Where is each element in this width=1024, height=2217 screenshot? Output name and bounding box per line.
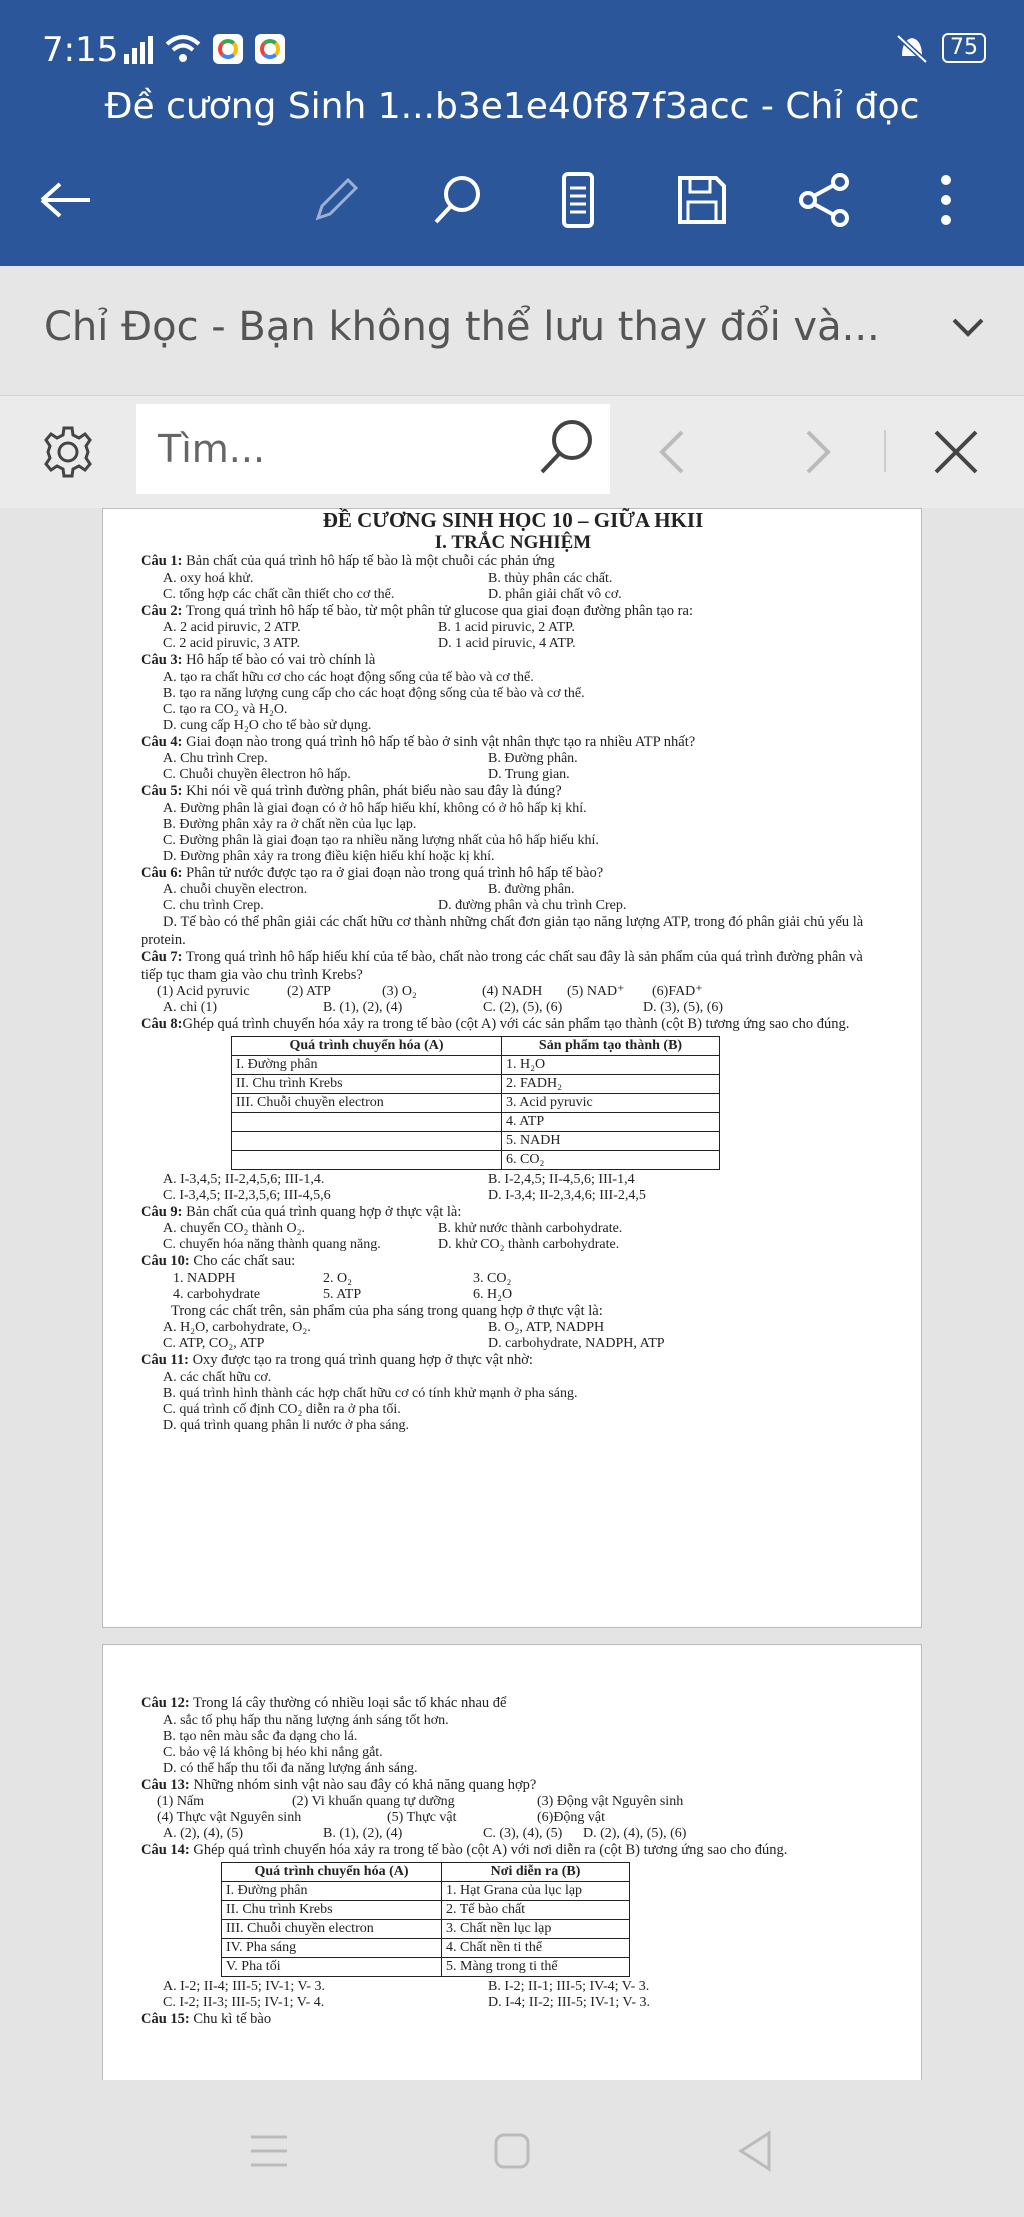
question: Câu 13: Những nhóm sinh vật nào sau đây có khả năng quang hợp? — [141, 1776, 537, 1793]
document-page-1 — [102, 508, 922, 1628]
table-row: III. Chuỗi chuyền electron 3. Chất nền lục lạp — [222, 1919, 630, 1938]
question: Câu 7: Trong quá trình hô hấp hiếu khí của tế bào, chất nào trong các chất sau đây là sản phẩm của quá trình đường phân và tiếp tục tham gia vào chu trình Krebs? — [141, 949, 863, 983]
question: Câu 1: Bản chất của quá trình hô hấp tế bào là một chuỗi các phản ứng — [141, 553, 555, 569]
option: A. tạo ra chất hữu cơ cho các hoạt động sống của tế bào và cơ thể. — [163, 669, 534, 685]
share-icon[interactable] — [784, 160, 864, 240]
document-title: Đề cương Sinh 1...b3e1e40f87f3acc - Chỉ đọc — [104, 86, 920, 127]
options: A. Chu trình Crep. B. Đường phân. — [163, 751, 578, 766]
option: C. Đường phân là giai đoạn tạo ra nhiều năng lượng nhất của hô hấp hiếu khí. — [163, 832, 599, 848]
option: C. tạo ra CO₂ và H₂O. — [163, 701, 288, 717]
options: C. 2 acid piruvic, 3 ATP. D. 1 acid piruvic, 4 ATP. — [163, 636, 576, 651]
search-icon[interactable] — [534, 416, 598, 480]
search-icon[interactable] — [418, 160, 498, 240]
options: A. 2 acid piruvic, 2 ATP. B. 1 acid piruvic, 2 ATP. — [163, 620, 575, 635]
recent-apps-icon[interactable] — [234, 2116, 304, 2186]
option: C. quá trình cố định CO₂ diễn ra ở pha tối. — [163, 1401, 401, 1417]
chrome-app-icon — [213, 34, 243, 64]
gear-icon[interactable] — [40, 424, 96, 480]
status-time: 7:15 — [42, 30, 119, 70]
match-table: Quá trình chuyển hóa (A) Sản phẩm tạo thành (B) I. Đường phân 1. H₂O II. Chu trình Krebs 2. FADH₂ III. Chuỗi chuyền electron 3. Acid pyruvic 4. ATP 5. NADH 6. CO₂ — [231, 1036, 720, 1170]
question: Câu 5: Khi nói về quá trình đường phân, phát biểu nào sau đây là đúng? — [141, 783, 562, 799]
table-row: III. Chuỗi chuyền electron 3. Acid pyruvic — [232, 1093, 720, 1112]
options: A. I-2; II-4; III-5; IV-1; V- 3. B. I-2; II-1; III-5; IV-4; V- 3. — [163, 1978, 650, 1994]
match-table: Quá trình chuyển hóa (A) Nơi diễn ra (B) I. Đường phân 1. Hạt Grana của lục lạp II. Chu trình Krebs 2. Tế bào chất III. Chuỗi chuyền electron 3. Chất nền lục lạp IV. Pha sáng 4. Chất nền ti thể V. Pha tối 5. Màng trong ti thể — [221, 1862, 630, 1977]
doc-section: I. TRẮC NGHIỆM — [434, 532, 592, 553]
options: C. I-2; II-3; III-5; IV-1; V- 4. D. I-4; II-2; III-5; IV-1; V- 3. — [163, 1994, 651, 2010]
readonly-banner-text: Chỉ Đọc - Bạn không thể lưu thay đổi và... — [44, 304, 880, 350]
items: (4) Thực vật Nguyên sinh (5) Thực vật (6)Động vật — [157, 1810, 606, 1825]
question: Câu 12: Trong lá cây thường có nhiều loại sắc tố khác nhau để — [141, 1695, 507, 1711]
system-nav-bar — [0, 2080, 1024, 2217]
items: (1) Acid pyruvic (2) ATP (3) O₂ (4) NADH (5) NAD⁺ (6)FAD⁺ — [157, 984, 703, 999]
edit-pencil-icon[interactable] — [296, 160, 376, 240]
question-stem: Trong các chất trên, sản phẩm của pha sáng trong quang hợp ở thực vật là: — [171, 1302, 603, 1319]
option: B. quá trình hình thành các hợp chất hữu cơ có tính khử mạnh ở pha sáng. — [163, 1385, 578, 1401]
option: B. Đường phân xảy ra ở chất nền của lục lạp. — [163, 816, 417, 832]
option: B. tạo nên màu sắc đa dạng cho lá. — [163, 1728, 358, 1744]
options: C. Chuỗi chuyền êlectron hô hấp. D. Trung gian. — [163, 767, 570, 782]
options: A. I-3,4,5; II-2,4,5,6; III-1,4. B. I-2,4,5; II-4,5,6; III-1,4 — [163, 1171, 635, 1187]
save-icon[interactable] — [662, 160, 742, 240]
table-row: I. Đường phân 1. Hạt Grana của lục lạp — [222, 1881, 630, 1900]
cell-signal-icon — [124, 36, 153, 64]
question: Câu 2: Trong quá trình hô hấp tế bào, từ một phân tử glucose qua giai đoạn đường phân tạo ra: — [141, 602, 693, 619]
question: Câu 11: Oxy được tạo ra trong quá trình quang hợp ở thực vật nhờ: — [141, 1352, 533, 1368]
toolbar — [0, 160, 1024, 240]
options: A. chuyển CO₂ thành O₂. B. khử nước thành carbohydrate. — [163, 1221, 623, 1236]
find-next-icon[interactable] — [800, 428, 836, 476]
find-divider — [884, 430, 886, 472]
option: C. bảo vệ lá không bị héo khi nắng gắt. — [163, 1744, 383, 1760]
question: Câu 6: Phân tử nước được tạo ra ở giai đoạn nào trong quá trình hô hấp tế bào? — [141, 864, 604, 881]
mute-vibrate-icon — [894, 32, 930, 64]
close-icon[interactable] — [932, 428, 980, 476]
table-row: 5. NADH — [232, 1131, 720, 1150]
table-row: II. Chu trình Krebs 2. FADH₂ — [232, 1074, 720, 1093]
options: A. chuỗi chuyền electron. B. đường phân. — [163, 882, 575, 897]
table-row: V. Pha tối 5. Màng trong ti thể — [222, 1957, 630, 1976]
options: A. H₂O, carbohydrate, O₂. B. O₂, ATP, NADPH — [163, 1320, 605, 1335]
items: 1. NADPH 2. O₂ 3. CO₂ — [173, 1270, 512, 1286]
option: B. tạo ra năng lượng cung cấp cho các hoạt động sống của tế bào và cơ thể. — [163, 685, 585, 701]
status-right — [894, 32, 986, 64]
question: Câu 10: Cho các chất sau: — [141, 1253, 296, 1269]
option: D. Đường phân xảy ra trong điều kiện hiếu khí hoặc kị khí. — [163, 848, 495, 864]
option: D. có thể hấp thu tối đa năng lượng ánh sáng. — [163, 1760, 418, 1776]
question: Câu 15: Chu kì tế bào — [141, 2010, 272, 2027]
option: A. các chất hữu cơ. — [163, 1369, 272, 1385]
option: D. quá trình quang phân li nước ở pha sáng. — [163, 1417, 409, 1433]
option: D. Tế bào có thể phân giải các chất hữu cơ thành những chất đơn giản tạo năng lượng ATP, trong đó phân giải chủ yếu là protein. — [141, 914, 864, 948]
option: A. sắc tố phụ hấp thu năng lượng ánh sáng tốt hơn. — [163, 1712, 449, 1728]
doc-heading: ĐỀ CƯƠNG SINH HỌC 10 – GIỮA HKII — [322, 508, 704, 532]
back-triangle-icon[interactable] — [720, 2116, 790, 2186]
status-icons — [124, 34, 285, 64]
options: C. I-3,4,5; II-2,3,5,6; III-4,5,6 D. I-3,4; II-2,3,4,6; III-2,4,5 — [163, 1187, 646, 1203]
document-canvas[interactable] — [0, 508, 1024, 2080]
table-row: 4. ATP — [232, 1112, 720, 1131]
options: C. tổng hợp các chất cần thiết cho cơ thể. D. phân giải chất vô cơ. — [163, 586, 622, 602]
options: C. ATP, CO₂, ATP D. carbohydrate, NADPH, ATP — [163, 1336, 665, 1351]
chrome-app-icon-2 — [255, 34, 285, 64]
table-row: II. Chu trình Krebs 2. Tế bào chất — [222, 1900, 630, 1919]
items: (1) Nấm (2) Vi khuẩn quang tự dưỡng (3) Động vật Nguyên sinh — [157, 1794, 684, 1809]
question: Câu 9: Bản chất của quá trình quang hợp ở thực vật là: — [141, 1203, 462, 1220]
options: A. chỉ (1) B. (1), (2), (4) C. (2), (5), (6) D. (3), (5), (6) — [163, 1000, 724, 1015]
table-row: I. Đường phân 1. H₂O — [232, 1055, 720, 1074]
option: A. Đường phân là giai đoạn có ở hô hấp hiếu khí, không có ở hô hấp kị khí. — [163, 800, 587, 816]
question: Câu 8:Ghép quá trình chuyển hóa xảy ra trong tế bào (cột A) với các sản phẩm tạo thành (cột B) tương ứng sao cho đúng. — [141, 1016, 850, 1032]
back-arrow-icon[interactable] — [26, 160, 106, 240]
question: Câu 14: Ghép quá trình chuyển hóa xảy ra trong tế bào (cột A) với nơi diễn ra (cột B) tương ứng sao cho đúng. — [141, 1842, 788, 1858]
items: 4. carbohydrate 5. ATP 6. H₂O — [173, 1286, 513, 1302]
battery-indicator: 75 — [942, 33, 986, 63]
find-previous-icon[interactable] — [654, 428, 690, 476]
question: Câu 4: Giai đoạn nào trong quá trình hô hấp tế bào ở sinh vật nhân thực tạo ra nhiều ATP nhất? — [141, 733, 696, 750]
options: C. chuyển hóa năng thành quang năng. D. khử CO₂ thành carbohydrate. — [163, 1237, 620, 1252]
options: C. chu trình Crep. D. đường phân và chu trình Crep. — [163, 898, 627, 913]
table-row: 6. CO₂ — [232, 1150, 720, 1169]
chevron-down-icon[interactable] — [948, 306, 988, 346]
readonly-banner[interactable] — [0, 266, 1024, 396]
find-bar — [0, 396, 1024, 508]
find-input-box[interactable] — [136, 404, 610, 494]
document-page-2 — [102, 1644, 922, 2080]
more-vert-icon[interactable] — [906, 160, 986, 240]
options: A. (2), (4), (5) B. (1), (2), (4) C. (3), (4), (5) D. (2), (4), (5), (6) — [163, 1826, 687, 1841]
home-icon[interactable] — [477, 2116, 547, 2186]
question: Câu 3: Hô hấp tế bào có vai trò chính là — [141, 652, 376, 668]
table-row: IV. Pha sáng 4. Chất nền ti thể — [222, 1938, 630, 1957]
find-input[interactable] — [158, 422, 518, 476]
mobile-view-icon[interactable] — [538, 160, 618, 240]
option: D. cung cấp H₂O cho tế bào sử dụng. — [163, 717, 372, 733]
wifi-icon — [165, 34, 201, 64]
options: A. oxy hoá khử. B. thủy phân các chất. — [163, 570, 613, 586]
app-bar — [0, 0, 1024, 266]
status-bar — [0, 0, 1024, 90]
